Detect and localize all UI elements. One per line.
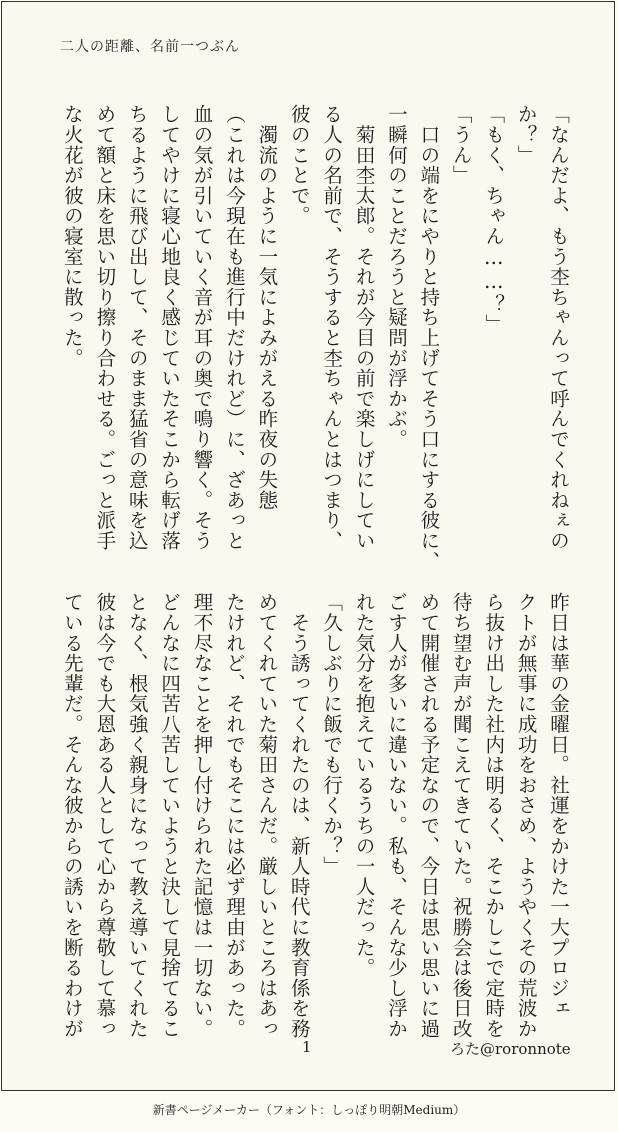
- text-line: そう誘ってくれたのは、新人時代に教育係を務: [287, 592, 311, 1039]
- text-line: ら抜け出した社内は明るく、そこかしこで定時を: [482, 592, 506, 1039]
- text-line: な火花が彼の寝室に散った。: [60, 104, 84, 368]
- text-line: れた気分を抱えているうちの一人だった。: [352, 592, 376, 978]
- text-line: 昨日は華の金曜日。社運をかけた一大プロジェ: [547, 592, 570, 1019]
- text-line: か？」: [514, 104, 538, 165]
- text-line: どんなに四苦八苦していようと決して見捨てるこ: [158, 592, 182, 1039]
- text-block-top: [56, 104, 575, 571]
- text-block-bottom: [56, 592, 575, 1039]
- text-line: 菊田杢太郎。それが今目の前で楽しげにしてい: [352, 104, 376, 551]
- text-line: してやけに寝心地良く感じていたそこから転げ落: [158, 104, 182, 551]
- text-line: ごす人が多いに違いない。私も、そんな少し浮か: [384, 592, 408, 1039]
- text-line: 「うん」: [449, 104, 473, 186]
- text-line: となく、根気強く親身になって教え導いてくれた: [125, 592, 149, 1039]
- footer-caption: 新書ページメーカー（フォント：しっぽり明朝Medium）: [152, 1103, 466, 1117]
- text-line: たけれど、それでもそこには必ず理由があった。: [222, 592, 246, 1039]
- text-line: 彼のことで。: [287, 104, 311, 226]
- chapter-title: 二人の距離、名前一つぶん: [60, 39, 240, 55]
- text-line: めて額と床を思い切り擦り合わせる。ごっと派手: [93, 104, 117, 551]
- text-line: 彼は今でも大恩ある人として心から尊敬して慕っ: [93, 592, 117, 1039]
- text-line: る人の名前で、そうすると杢ちゃんとはつまり、: [320, 104, 344, 551]
- text-line: 血の気が引いていく音が耳の奥で鳴り響く。そう: [190, 104, 214, 551]
- text-line: クトが無事に成功をおさめ、ようやくその荒波か: [514, 592, 538, 1039]
- text-line: めて開催される予定なので、今日は思い思いに過: [417, 592, 441, 1039]
- text-line: ている先輩だ。そんな彼からの誘いを断るわけが: [60, 592, 84, 1039]
- text-line: 「もく、ちゃん……？」: [482, 104, 506, 335]
- text-line: 「なんだよ、もう杢ちゃんって呼んでくれねぇの: [547, 104, 570, 551]
- text-line: 濁流のように一気によみがえる昨夜の失態: [255, 104, 279, 510]
- text-line: ちるように飛び出して、そのまま猛省の意味を込: [125, 104, 149, 551]
- text-line: めてくれていた菊田さんだ。厳しいところはあっ: [255, 592, 279, 1039]
- text-line: 口の端をにやりと持ち上げてそう口にする彼に、: [417, 104, 441, 571]
- page-number: 1: [302, 1038, 312, 1056]
- author-credit: ろた@roronnote: [450, 1040, 571, 1058]
- text-line: 待ち望む声が聞こえてきていた。祝勝会は後日改: [449, 592, 473, 1039]
- text-line: 理不尽なことを押し付けられた記憶は一切ない。: [190, 592, 214, 1039]
- book-page: [1, 1, 615, 1091]
- text-line: （これは今現在も進行中だけれど）に、ざあっと: [222, 104, 246, 551]
- text-line: 「久しぶりに飯でも行くか？」: [320, 592, 344, 877]
- text-line: 一瞬何のことだろうと疑問が浮かぶ。: [384, 104, 408, 450]
